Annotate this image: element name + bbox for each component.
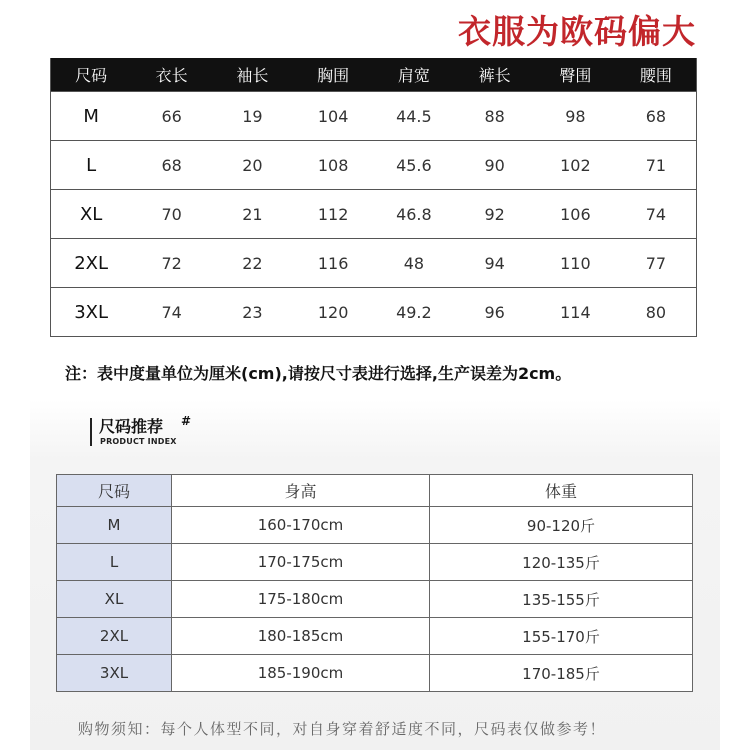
- recommend-title: 尺码推荐: [99, 417, 164, 436]
- table-cell: 94: [454, 239, 535, 288]
- table-cell: 175-180cm: [172, 581, 430, 618]
- table-cell: 98: [535, 92, 616, 141]
- table-cell: 80: [616, 288, 697, 337]
- table-cell: 74: [616, 190, 697, 239]
- table-cell: 114: [535, 288, 616, 337]
- table-cell: 170-175cm: [172, 544, 430, 581]
- table-cell: 104: [293, 92, 374, 141]
- table-cell: 110: [535, 239, 616, 288]
- table-row: [57, 618, 693, 655]
- recommend-hash: #: [181, 414, 192, 428]
- table-cell: 20: [212, 141, 293, 190]
- table-cell: 185-190cm: [172, 655, 430, 692]
- measurement-note: 注：表中度量单位为厘米(cm),请按尺寸表进行选择,生产误差为2cm。: [65, 364, 572, 383]
- headline: 衣服为欧码偏大: [458, 12, 696, 51]
- table-cell: 3XL: [57, 655, 172, 692]
- table-cell: 116: [293, 239, 374, 288]
- table-cell: 106: [535, 190, 616, 239]
- size-table-header: 肩宽: [374, 58, 455, 92]
- table-row: [57, 507, 693, 544]
- table-cell: 70: [131, 190, 212, 239]
- table-cell: 155-170斤: [430, 618, 693, 655]
- table-cell: 74: [131, 288, 212, 337]
- table-cell: 71: [616, 141, 697, 190]
- table-cell: 77: [616, 239, 697, 288]
- table-cell: 48: [374, 239, 455, 288]
- table-cell: XL: [57, 581, 172, 618]
- table-cell: M: [57, 507, 172, 544]
- table-cell: 45.6: [374, 141, 455, 190]
- table-cell: L: [51, 141, 132, 190]
- table-row: [51, 239, 697, 288]
- table-cell: 88: [454, 92, 535, 141]
- shopping-notice: 购物须知：每个人体型不同，对自身穿着舒适度不同，尺码表仅做参考！: [78, 720, 607, 738]
- table-cell: 19: [212, 92, 293, 141]
- table-cell: 90: [454, 141, 535, 190]
- table-cell: 135-155斤: [430, 581, 693, 618]
- table-cell: 92: [454, 190, 535, 239]
- table-cell: 21: [212, 190, 293, 239]
- table-row: [51, 190, 697, 239]
- table-cell: 44.5: [374, 92, 455, 141]
- size-table-header: 裤长: [454, 58, 535, 92]
- table-cell: 66: [131, 92, 212, 141]
- size-table-header: 臀围: [535, 58, 616, 92]
- recommend-header-row: [57, 475, 693, 507]
- recommend-header: 身高: [172, 475, 430, 507]
- table-cell: 68: [616, 92, 697, 141]
- size-table-header: 腰围: [616, 58, 697, 92]
- table-row: [57, 581, 693, 618]
- recommend-header: 体重: [430, 475, 693, 507]
- table-cell: 49.2: [374, 288, 455, 337]
- table-cell: 96: [454, 288, 535, 337]
- table-cell: 112: [293, 190, 374, 239]
- table-cell: 170-185斤: [430, 655, 693, 692]
- table-cell: 108: [293, 141, 374, 190]
- table-cell: M: [51, 92, 132, 141]
- table-row: [51, 141, 697, 190]
- table-cell: 23: [212, 288, 293, 337]
- table-cell: XL: [51, 190, 132, 239]
- table-cell: 120-135斤: [430, 544, 693, 581]
- table-cell: 180-185cm: [172, 618, 430, 655]
- table-cell: 72: [131, 239, 212, 288]
- size-table-header: 尺码: [51, 58, 132, 92]
- recommend-subtitle: PRODUCT INDEX: [100, 437, 177, 446]
- table-cell: 2XL: [57, 618, 172, 655]
- table-cell: 22: [212, 239, 293, 288]
- table-cell: 90-120斤: [430, 507, 693, 544]
- table-cell: 102: [535, 141, 616, 190]
- table-row: [57, 655, 693, 692]
- table-cell: 46.8: [374, 190, 455, 239]
- size-table-header-row: [51, 58, 697, 92]
- title-accent-bar: [90, 418, 92, 446]
- table-cell: L: [57, 544, 172, 581]
- table-row: [51, 288, 697, 337]
- size-table-header: 衣长: [131, 58, 212, 92]
- table-cell: 120: [293, 288, 374, 337]
- size-table-header: 袖长: [212, 58, 293, 92]
- table-cell: 2XL: [51, 239, 132, 288]
- size-table: [50, 58, 697, 337]
- table-cell: 68: [131, 141, 212, 190]
- table-row: [51, 92, 697, 141]
- table-row: [57, 544, 693, 581]
- size-table-header: 胸围: [293, 58, 374, 92]
- table-cell: 3XL: [51, 288, 132, 337]
- recommend-header: 尺码: [57, 475, 172, 507]
- table-cell: 160-170cm: [172, 507, 430, 544]
- recommend-table: [56, 474, 693, 692]
